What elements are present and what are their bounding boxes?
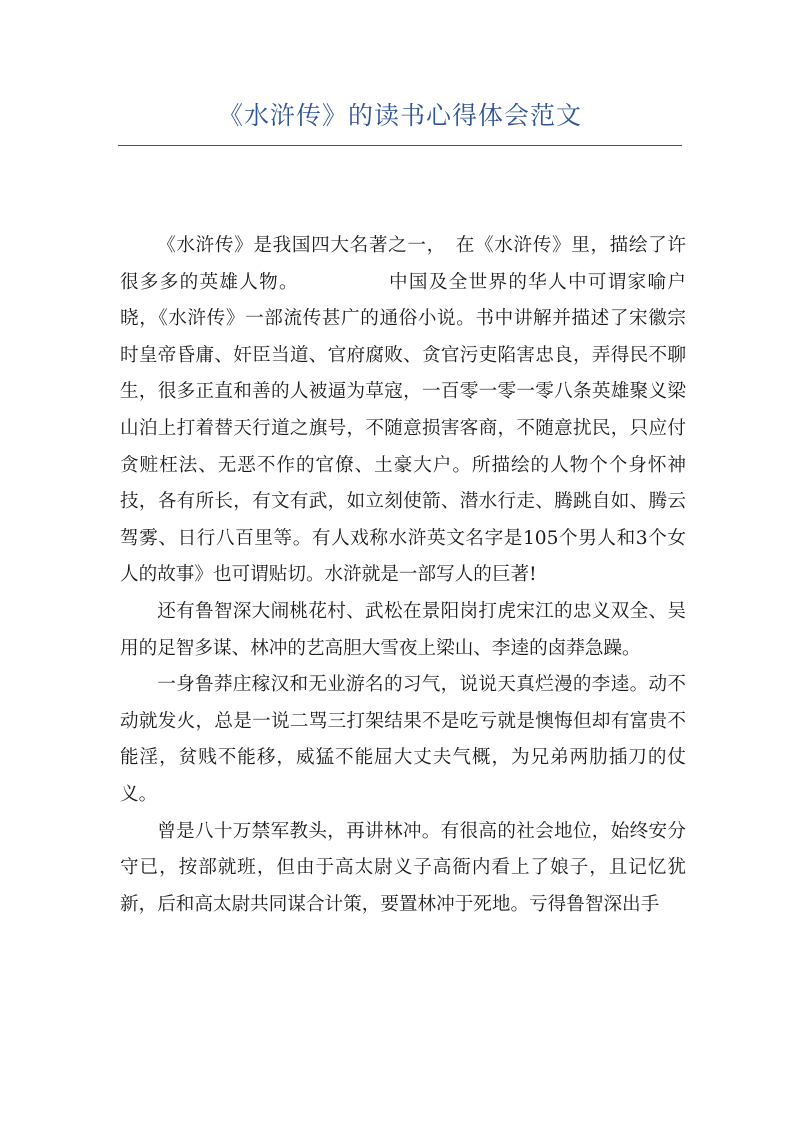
paragraph: 《水浒传》是我国四大名著之一， 在《水浒传》里，描绘了许很多多的英雄人物。 中国及全世界的华人中可谓家喻户晓，《水浒传》一部流传甚广的通俗小说。书中讲解并描述了宋徽宗时皇帝昏庸、奸臣当道、官府腐败、贪官污吏陷害忠良，弄得民不聊生，很多正直和善的人被逼为草寇，一百零一零一零八条英雄聚义梁山泊上打着替天行道之旗号，不随意损害客商，不随意扰民，只应付贪赃枉法、无恶不作的官僚、土豪大户。所描绘的人物个个身怀神技，各有所长，有文有武，如立刻使箭、潜水行走、腾跳自如、腾云驾雾、日行八百里等。有人戏称水浒英文名字是105个男人和3个女人的故事》也可谓贴切。水浒就是一部写人的巨著! [120, 235, 686, 586]
document-body [120, 228, 686, 923]
paragraph: 还有鲁智深大闹桃花村、武松在景阳岗打虎宋江的忠义双全、吴用的足智多谋、林冲的艺高胆大雪夜上梁山、李逵的卤莽急躁。 [120, 600, 686, 659]
document-title: 《水浒传》的读书心得体会范文 [217, 101, 582, 130]
paragraph: 曾是八十万禁军教头，再讲林冲。有很高的社会地位，始终安分守已，按部就班，但由于高太尉义子高衙内看上了娘子，且记忆犹新，后和高太尉共同谋合计策，要置林冲于死地。亏得鲁智深出手 [120, 820, 686, 915]
paragraph: 一身鲁莽庄稼汉和无业游名的习气，说说天真烂漫的李逵。动不动就发火，总是一说二骂三打架结果不是吃亏就是懊悔但却有富贵不能淫，贫贱不能移，威猛不能屈大丈夫气概，为兄弟两肋插刀的仗义。 [120, 674, 686, 805]
title-underline [118, 145, 682, 146]
